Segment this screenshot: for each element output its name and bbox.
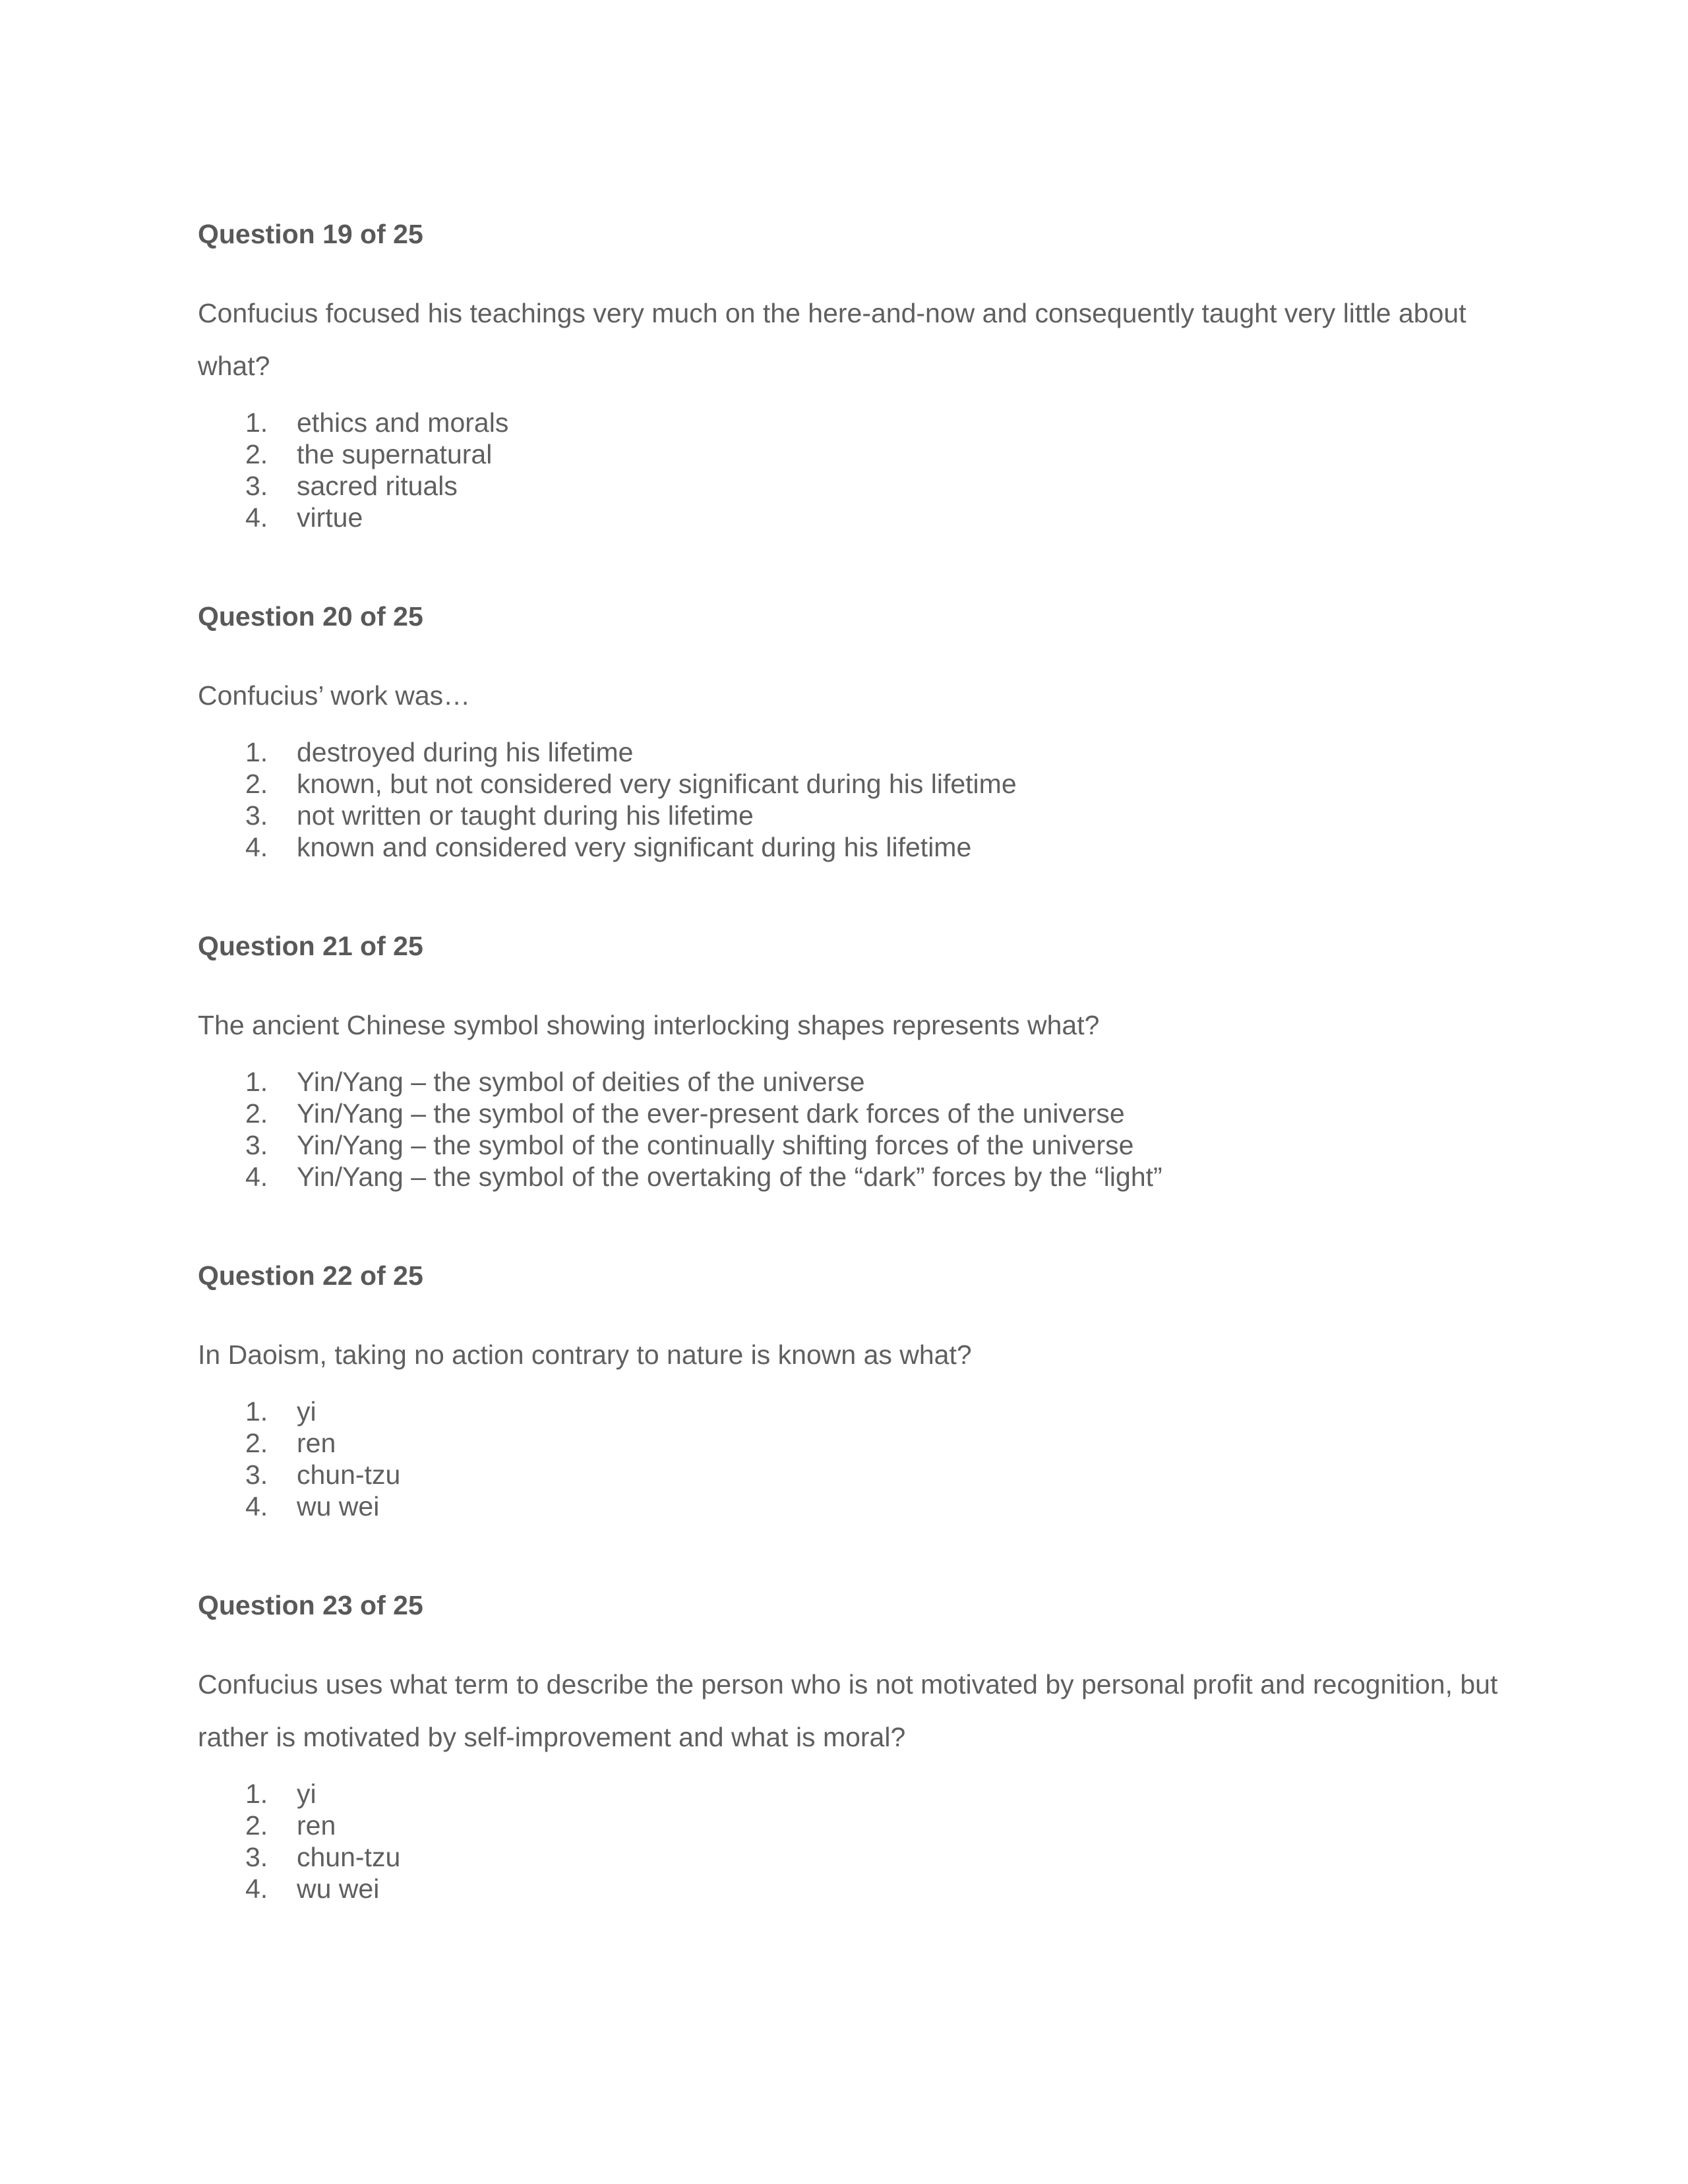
question-text: Confucius’ work was… xyxy=(198,680,471,711)
answer-option xyxy=(198,1066,1517,1098)
option-number: 4. xyxy=(245,1162,268,1192)
answer-option xyxy=(198,502,1517,533)
answer-options xyxy=(198,407,1517,533)
option-number: 2. xyxy=(245,1098,268,1129)
question-text: Confucius uses what term to describe the person who is not motivated by personal profit and recognition, but rather is motivated by self-improvement and what is moral? xyxy=(198,1669,1498,1752)
option-text: sacred rituals xyxy=(297,471,458,501)
question-19 xyxy=(198,218,1517,533)
answer-options xyxy=(198,736,1517,863)
answer-options xyxy=(198,1778,1517,1904)
option-text: known and considered very significant during his lifetime xyxy=(297,832,972,862)
option-number: 2. xyxy=(245,439,268,469)
answer-options xyxy=(198,1066,1517,1193)
question-21 xyxy=(198,930,1517,1193)
option-text: ren xyxy=(297,1810,336,1841)
option-number: 3. xyxy=(245,1460,268,1490)
option-text: destroyed during his lifetime xyxy=(297,737,634,767)
answer-option xyxy=(198,831,1517,863)
answer-option xyxy=(198,1161,1517,1193)
option-number: 3. xyxy=(245,1130,268,1160)
question-text: In Daoism, taking no action contrary to nature is known as what? xyxy=(198,1340,972,1370)
option-text: Yin/Yang – the symbol of deities of the universe xyxy=(297,1067,865,1097)
option-text: Yin/Yang – the symbol of the overtaking of the “dark” forces by the “light” xyxy=(297,1162,1162,1192)
answer-option xyxy=(198,1490,1517,1522)
option-text: not written or taught during his lifetime xyxy=(297,800,754,831)
option-text: Yin/Yang – the symbol of the ever-present dark forces of the universe xyxy=(297,1098,1125,1129)
question-heading: Question 23 of 25 xyxy=(198,1590,423,1620)
question-text: The ancient Chinese symbol showing interlocking shapes represents what? xyxy=(198,1010,1100,1040)
option-text: chun-tzu xyxy=(297,1460,401,1490)
question-text: Confucius focused his teachings very much on the here-and-now and consequently taught very little about what? xyxy=(198,298,1466,381)
answer-option xyxy=(198,1098,1517,1129)
option-text: Yin/Yang – the symbol of the continually shifting forces of the universe xyxy=(297,1130,1134,1160)
option-number: 1. xyxy=(245,1779,268,1809)
option-number: 2. xyxy=(245,1428,268,1458)
option-number: 2. xyxy=(245,1810,268,1841)
answer-option xyxy=(198,1427,1517,1459)
option-number: 4. xyxy=(245,502,268,533)
answer-option xyxy=(198,1810,1517,1841)
question-heading: Question 19 of 25 xyxy=(198,219,423,249)
option-text: chun-tzu xyxy=(297,1842,401,1872)
answer-option xyxy=(198,438,1517,470)
option-text: ethics and morals xyxy=(297,407,509,438)
answer-option xyxy=(198,470,1517,502)
option-text: known, but not considered very significant during his lifetime xyxy=(297,769,1017,799)
option-text: wu wei xyxy=(297,1874,380,1904)
option-number: 4. xyxy=(245,1874,268,1904)
answer-option xyxy=(198,407,1517,438)
option-number: 4. xyxy=(245,832,268,862)
answer-option xyxy=(198,736,1517,768)
option-number: 1. xyxy=(245,737,268,767)
option-number: 1. xyxy=(245,1067,268,1097)
answer-options xyxy=(198,1396,1517,1522)
question-22 xyxy=(198,1259,1517,1522)
answer-option xyxy=(198,768,1517,800)
answer-option xyxy=(198,1873,1517,1904)
question-heading: Question 21 of 25 xyxy=(198,931,423,961)
option-text: yi xyxy=(297,1396,316,1427)
option-number: 1. xyxy=(245,1396,268,1427)
question-heading: Question 20 of 25 xyxy=(198,601,423,632)
option-text: virtue xyxy=(297,502,363,533)
question-20 xyxy=(198,600,1517,863)
answer-option xyxy=(198,800,1517,831)
answer-option xyxy=(198,1841,1517,1873)
question-heading: Question 22 of 25 xyxy=(198,1260,423,1291)
option-text: yi xyxy=(297,1779,316,1809)
answer-option xyxy=(198,1129,1517,1161)
answer-option xyxy=(198,1778,1517,1810)
option-number: 3. xyxy=(245,800,268,831)
option-number: 3. xyxy=(245,471,268,501)
option-text: wu wei xyxy=(297,1491,380,1521)
option-number: 1. xyxy=(245,407,268,438)
option-number: 4. xyxy=(245,1491,268,1521)
option-text: ren xyxy=(297,1428,336,1458)
answer-option xyxy=(198,1459,1517,1490)
option-text: the supernatural xyxy=(297,439,493,469)
option-number: 3. xyxy=(245,1842,268,1872)
option-number: 2. xyxy=(245,769,268,799)
question-23 xyxy=(198,1589,1517,1904)
answer-option xyxy=(198,1396,1517,1427)
